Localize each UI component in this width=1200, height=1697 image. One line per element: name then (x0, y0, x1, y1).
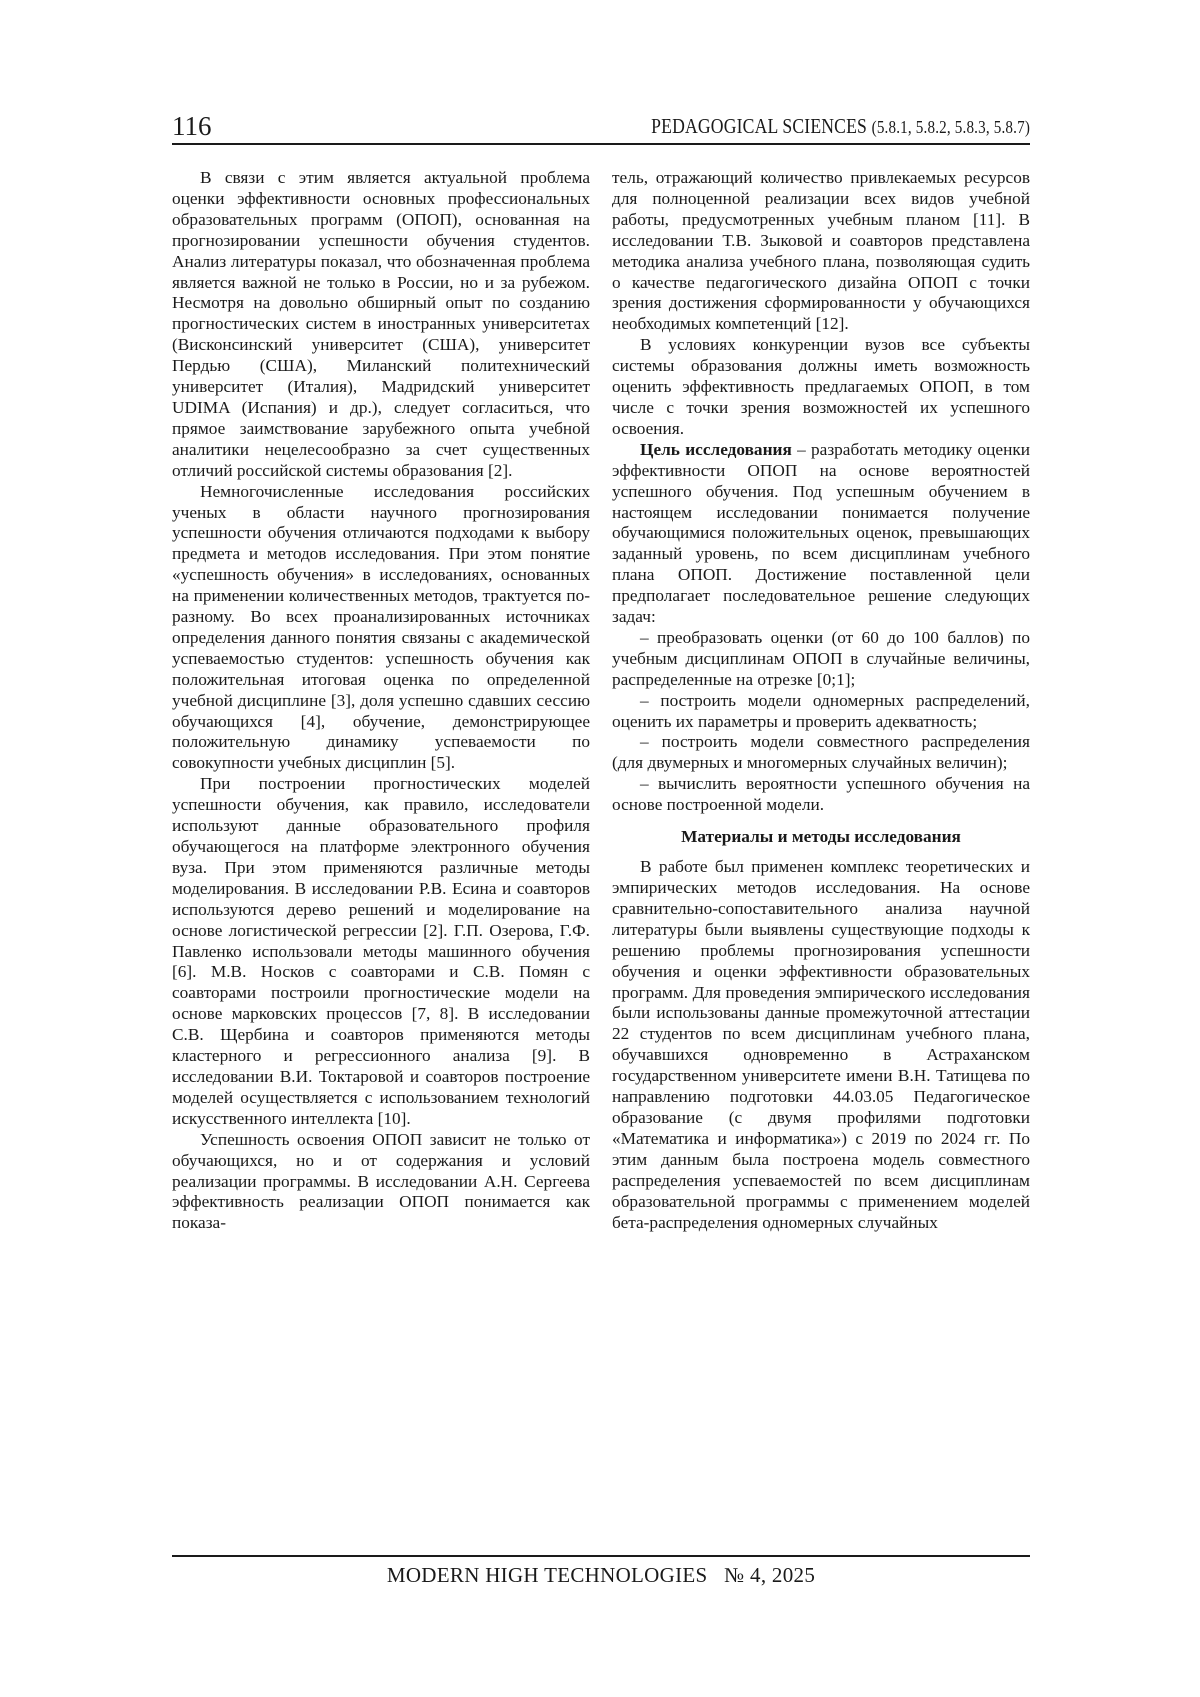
paragraph-continued: тель, отражающий количество привлекаемых ресурсов для полноценной реализации всех видов учебной работы, предусмотренных учебным планом [11]. В исследовании Т.В. Зыковой и соавторов представлена методика анализа учебного плана, позволяющая судить о качестве педагогического дизайна ОПОП с точки зрения достижения сформированности у обучающихся необходимых компетенций [12]. (612, 168, 1030, 335)
right-column (612, 168, 1030, 1233)
journal-section: PEDAGOGICAL SCIENCES (651, 114, 867, 138)
page-number: 116 (172, 108, 212, 144)
running-head (651, 110, 1030, 143)
paragraph: При построении прогностических моделей успешности обучения, как правило, исследователи используют данные образовательного профиля обучающегося на платформе электронного обучения вуза. При этом применяются различные методы моделирования. В исследовании Р.В. Есина и соавторов используются дерево решений и моделирование на основе логистической регрессии [2]. Г.П. Озерова, Г.Ф. Павленко использовали методы машинного обучения [6]. М.В. Носков с соавторами и С.В. Помян с соавторами построили прогностические модели на основе марковских процессов [7, 8]. В исследовании С.В. Щербина и соавторов применяются методы кластерного и регрессионного анализа [9]. В исследовании В.И. Токтаровой и соавторов построение моделей осуществляется с использованием технологий искусственного интеллекта [10]. (172, 774, 590, 1129)
header-rule (172, 143, 1030, 145)
paragraph: В условиях конкуренции вузов все субъекты системы образования должны иметь возможность оценить эффективность предлагаемых ОПОП, в том числе с точки зрения возможностей их успешного освоения. (612, 335, 1030, 440)
page-header (172, 108, 1030, 144)
goal-text: – разработать методику оценки эффективности ОПОП на основе вероятностей успешного обучения. Под успешным обучением в настоящем исследовании понимается получение обучающимися положительных оценок, превышающих заданный уровень, по всем дисциплинам учебного плана ОПОП. Достижение поставленной цели предполагает последовательное решение следующих задач: (612, 440, 1030, 626)
footer-rule (172, 1555, 1030, 1557)
goal-paragraph (612, 440, 1030, 628)
task-item: – преобразовать оценки (от 60 до 100 баллов) по учебным дисциплинам ОПОП в случайные величины, распределенные на отрезке [0;1]; (612, 628, 1030, 691)
goal-label: Цель исследования (640, 440, 792, 459)
paragraph: В связи с этим является актуальной проблема оценки эффективности основных профессиональных образовательных программ (ОПОП), основанная на прогнозировании успешности обучения студентов. Анализ литературы показал, что обозначенная проблема является важной не только в России, но и за рубежом. Несмотря на довольно обширный опыт по созданию прогностических систем в иностранных университетах (Висконсинский университет (США), университет Пердью (США), Миланский политехнический университет (Италия), Мадридский университет UDIMA (Испания) и др.), следует согласиться, что прямое заимствование зарубежного опыта учебной аналитики нецелесообразно за счет существенных отличий российской системы образования [2]. (172, 168, 590, 482)
task-item: – вычислить вероятности успешного обучения на основе построенной модели. (612, 774, 1030, 816)
task-item: – построить модели одномерных распределений, оценить их параметры и проверить адекватность; (612, 691, 1030, 733)
task-item: – построить модели совместного распределения (для двумерных и многомерных случайных величин); (612, 732, 1030, 774)
paragraph: В работе был применен комплекс теоретических и эмпирических методов исследования. На основе сравнительно-сопоставительного анализа научной литературы были выявлены существующие подходы к решению проблемы прогнозирования успешности обучения и оценки эффективности образовательных программ. Для проведения эмпирического исследования были использованы данные промежуточной аттестации 22 студентов по всем дисциплинам учебного плана, обучавшихся одновременно в Астраханском государственном университете имени В.Н. Татищева по направлению подготовки 44.03.05 Педагогическое образование (с двумя профилями подготовки «Математика и информатика») с 2019 по 2024 гг. По этим данным была построена модель совместного распределения успеваемостей по всем дисциплинам образовательной программы с применением моделей бета-распределения одномерных случайных (612, 857, 1030, 1233)
left-column (172, 168, 590, 1234)
page-footer: MODERN HIGH TECHNOLOGIES № 4, 2025 (172, 1560, 1030, 1590)
paragraph: Успешность освоения ОПОП зависит не только от обучающихся, но и от содержания и условий реализации программы. В исследовании А.Н. Сергеева эффективность реализации ОПОП понимается как показа- (172, 1130, 590, 1235)
section-heading: Материалы и методы исследования (612, 826, 1030, 847)
paragraph: Немногочисленные исследования российских ученых в области научного прогнозирования успешности обучения отличаются подходами к выбору предмета и методов исследования. При этом понятие «успешность обучения» в исследованиях, основанных на применении количественных методов, трактуется по-разному. Во всех проанализированных источниках определения данного понятия связаны с академической успеваемостью студентов: успешность обучения как положительная итоговая оценка по определенной учебной дисциплине [3], доля успешно сдавших сессию обучающихся [4], обучение, демонстрирующее положительную динамику успеваемости по совокупности учебных дисциплин [5]. (172, 482, 590, 775)
section-codes: (5.8.1, 5.8.2, 5.8.3, 5.8.7) (872, 117, 1030, 137)
